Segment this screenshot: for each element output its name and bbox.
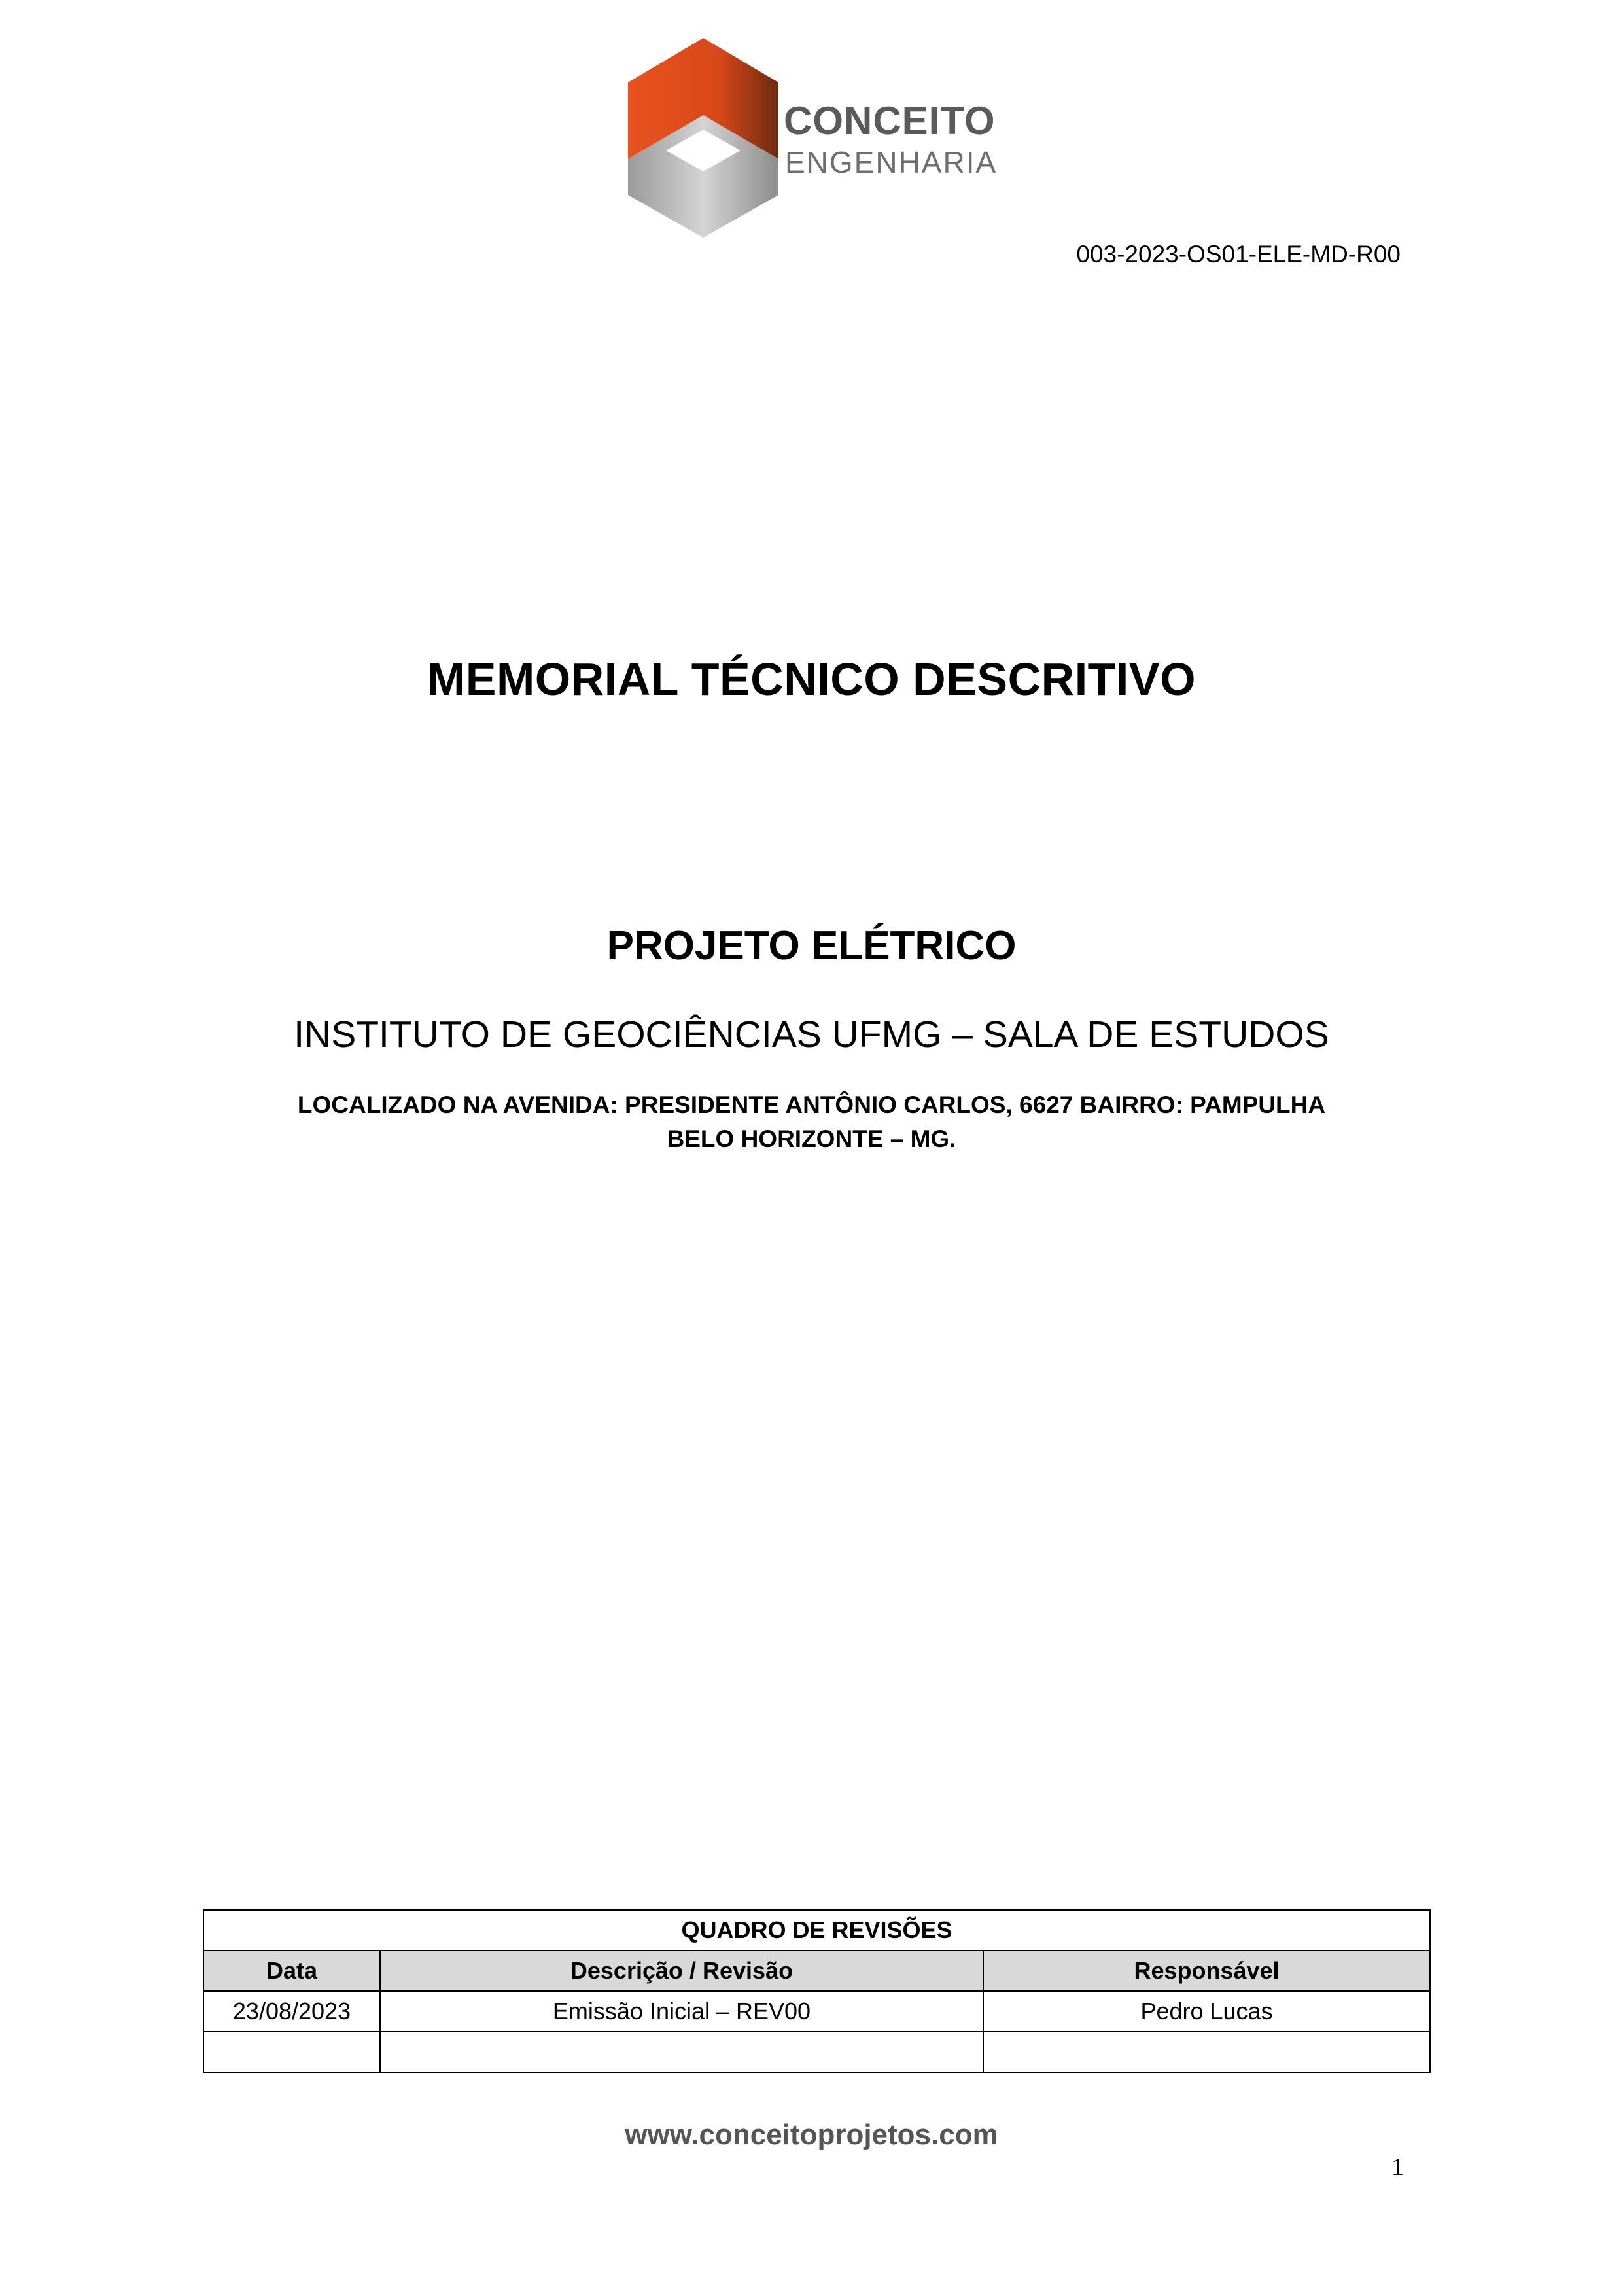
main-title: MEMORIAL TÉCNICO DESCRITIVO — [427, 654, 1196, 705]
column-header-description: Descrição / Revisão — [380, 1951, 983, 1991]
cell-date — [203, 2032, 380, 2072]
table-row — [203, 1991, 1430, 2032]
table-header-row — [203, 1951, 1430, 1991]
column-header-responsible: Responsável — [983, 1951, 1430, 1991]
logo-hexagon-icon — [621, 38, 785, 247]
page-number: 1 — [1391, 2153, 1404, 2181]
cell-description — [380, 2032, 983, 2072]
table-caption: QUADRO DE REVISÕES — [203, 1910, 1430, 1951]
logo-name-line-2: ENGENHARIA — [785, 145, 998, 179]
cell-date: 23/08/2023 — [203, 1991, 380, 2032]
footer-website: www.conceitoprojetos.com — [625, 2119, 998, 2151]
address-line-2: BELO HORIZONTE – MG. — [667, 1125, 956, 1152]
cell-responsible — [983, 2032, 1430, 2072]
table-caption-row — [203, 1910, 1430, 1951]
company-logo — [621, 38, 1027, 247]
cell-description: Emissão Inicial – REV00 — [380, 1991, 983, 2032]
cell-responsible: Pedro Lucas — [983, 1991, 1430, 2032]
project-subtitle: INSTITUTO DE GEOCIÊNCIAS UFMG – SALA DE ESTUDOS — [294, 1014, 1329, 1055]
logo-name-line-1: CONCEITO — [784, 99, 996, 143]
document-reference: 003-2023-OS01-ELE-MD-R00 — [1076, 241, 1401, 268]
address-line-1: LOCALIZADO NA AVENIDA: PRESIDENTE ANTÔNIO CARLOS, 6627 BAIRRO: PAMPULHA — [297, 1091, 1326, 1118]
project-title: PROJETO ELÉTRICO — [606, 923, 1017, 968]
table-row — [203, 2032, 1430, 2072]
revisions-table — [203, 1909, 1431, 2073]
column-header-date: Data — [203, 1951, 380, 1991]
